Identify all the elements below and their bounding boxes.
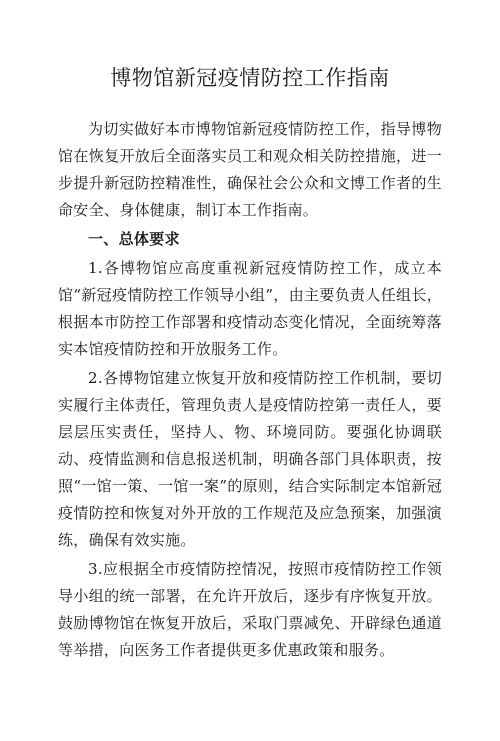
paragraph-item-2: 2.各博物馆建立恢复开放和疫情防控工作机制，要切实履行主体责任，管理负责人是疫情防控第一责任人，要层层压实责任，坚持人、物、环境同防。要强化协调联动、疫情监测和信息报送机制，明确各部门具体职责，按照“一馆一策、一馆一案”的原则，结合实际制定本馆新冠疫情防控和恢复对外开放的工作规范及应急预案，加强演练，确保有效实施。 [58, 369, 442, 549]
paragraph-item-1: 1.各博物馆应高度重视新冠疫情防控工作，成立本馆“新冠疫情防控工作领导小组”，由主要负责人任组长，根据本市防控工作部署和疫情动态变化情况，全面统筹落实本馆疫情防控和开放服务工作。 [58, 259, 442, 358]
section-heading-general-requirements: 一、总体要求 [88, 230, 180, 248]
paragraph-item-3: 3.应根据全市疫情防控情况，按照市疫情防控工作领导小组的统一部署，在允许开放后，逐步有序恢复开放。鼓励博物馆在恢复开放后，采取门票减免、开辟绿色通道等举措，向医务工作者提供更多优惠政策和服务。 [58, 560, 442, 659]
document-title: 博物馆新冠疫情防控工作指南 [110, 66, 390, 90]
intro-paragraph: 为切实做好本市博物馆新冠疫情防控工作，指导博物馆在恢复开放后全面落实员工和观众相关防控措施，进一步提升新冠防控精准性，确保社会公众和文博工作者的生命安全、身体健康，制订本工作指南。 [58, 120, 442, 219]
